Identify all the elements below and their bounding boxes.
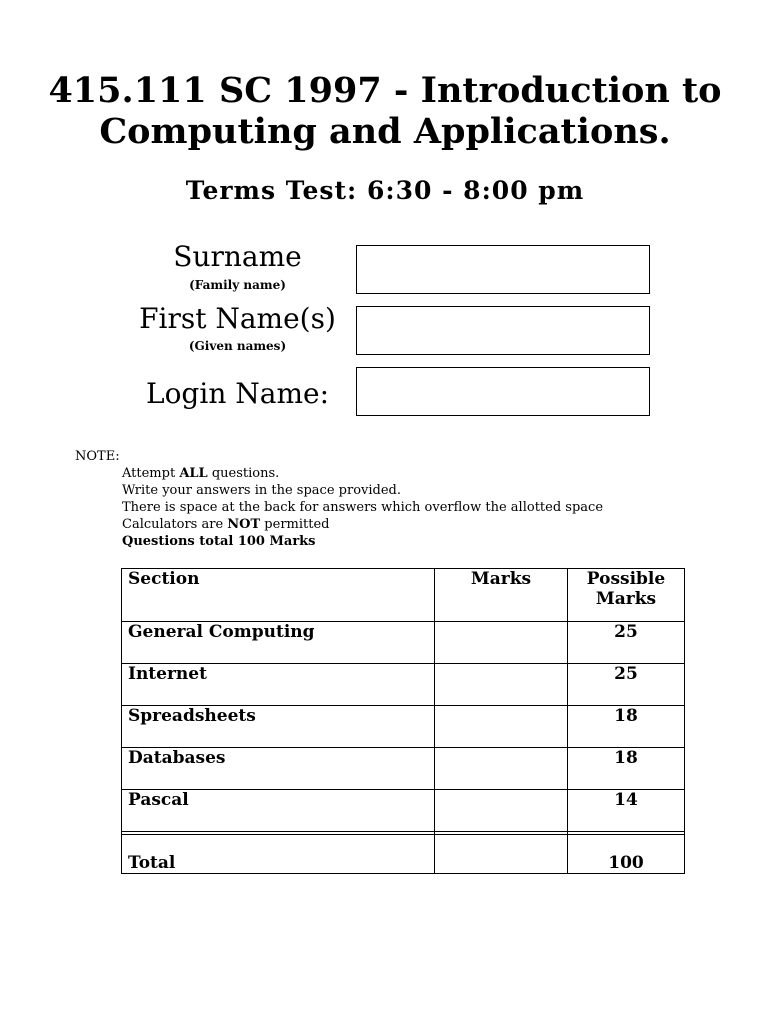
note-text: permitted [260,517,330,532]
total-marks-cell[interactable] [435,835,568,874]
table-row [122,622,685,664]
note-item: Write your answers in the space provided. [122,483,401,498]
first-names-hint: (Given names) [188,339,287,353]
possible-marks-cell: 18 [568,748,685,790]
marks-cell[interactable] [435,664,568,706]
total-label: Total [122,835,435,874]
table-row [122,664,685,706]
marks-cell[interactable] [435,706,568,748]
possible-marks-cell: 25 [568,622,685,664]
title-line-2: Computing and Applications. [99,111,671,152]
table-row [122,706,685,748]
total-row [122,835,685,874]
possible-marks-cell: 14 [568,790,685,832]
section-cell: General Computing [122,622,435,664]
possible-marks-header: Possible Marks [568,569,685,622]
section-header: Section [122,569,435,622]
first-names-label: First Name(s) [139,302,336,335]
marks-cell[interactable] [435,790,568,832]
section-cell: Databases [122,748,435,790]
section-cell: Spreadsheets [122,706,435,748]
note-text: questions. [207,466,280,481]
marks-cell[interactable] [435,622,568,664]
note-emphasis: ALL [179,466,208,481]
login-name-field[interactable] [356,367,650,416]
note-heading: NOTE: [75,449,120,464]
table-header-row [122,569,685,622]
note-list [122,465,603,550]
surname-field[interactable] [356,245,650,294]
note-item: There is space at the back for answers which overflow the allotted space [122,500,604,515]
total-possible-cell: 100 [568,835,685,874]
note-item: Questions total 100 Marks [122,534,316,549]
login-name-label: Login Name: [145,377,329,410]
title-line-1: 415.111 SC 1997 - Introduction to [48,70,722,111]
note-text: Attempt [122,466,180,481]
note-item [122,516,603,533]
marks-header: Marks [435,569,568,622]
page-title [0,70,770,152]
table-row [122,748,685,790]
table-row [122,790,685,832]
possible-marks-cell: 25 [568,664,685,706]
note-emphasis: NOT [227,517,261,532]
surname-hint: (Family name) [189,278,286,292]
possible-marks-cell: 18 [568,706,685,748]
section-cell: Internet [122,664,435,706]
marks-cell[interactable] [435,748,568,790]
note-text: Calculators are [122,517,228,532]
note-item [122,465,603,482]
test-time-subtitle: Terms Test: 6:30 - 8:00 pm [185,176,585,205]
first-names-field[interactable] [356,306,650,355]
surname-label: Surname [173,240,302,273]
section-cell: Pascal [122,790,435,832]
marks-table [121,568,685,874]
